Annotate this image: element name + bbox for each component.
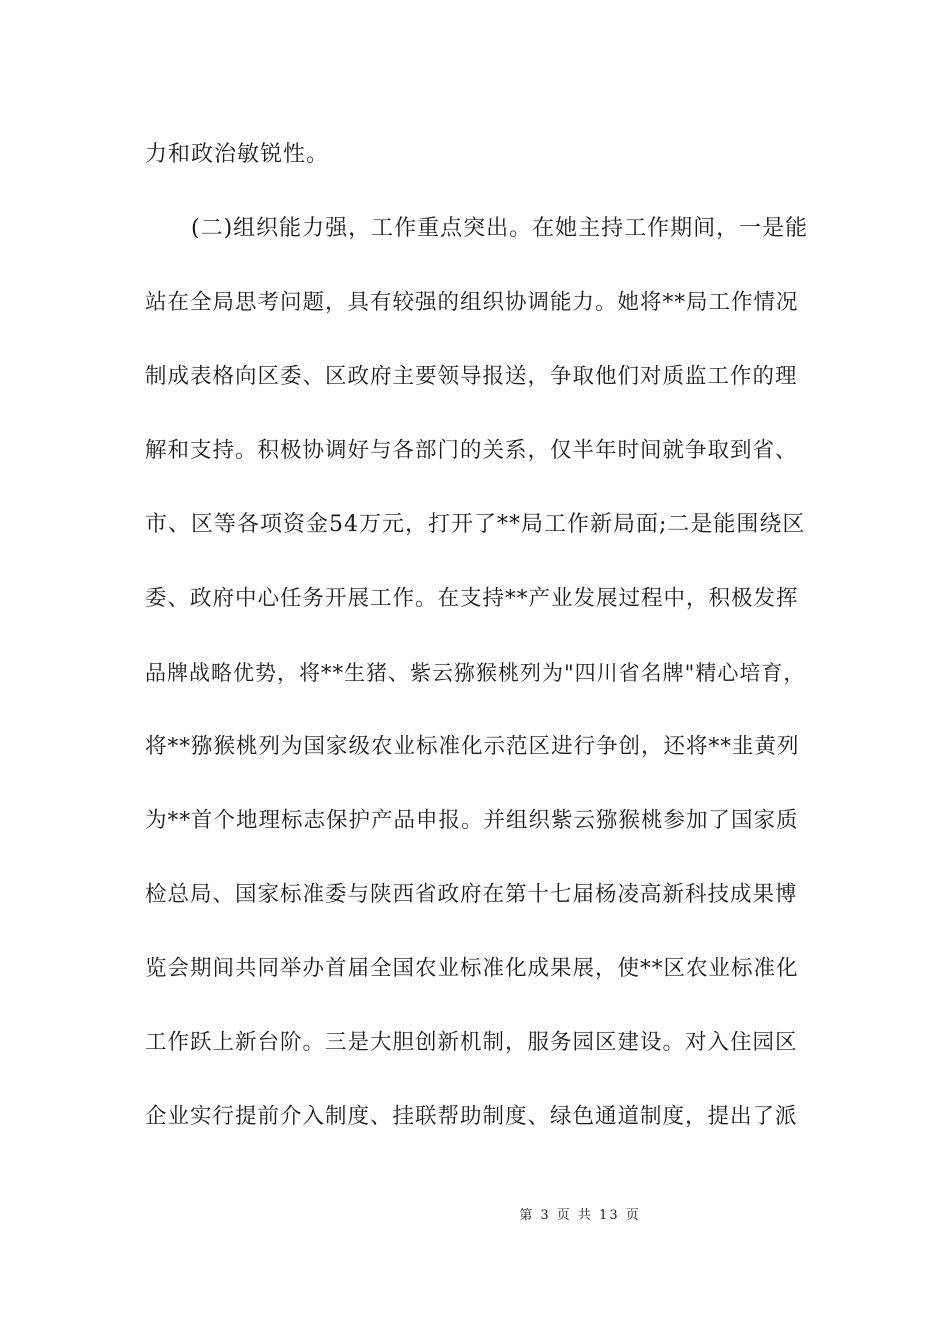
body-line-8: 品牌战略优势，将**生猪、紫云猕猴桃列为"四川省名牌"精心培育， <box>145 661 806 685</box>
body-line-5: 解和支持。积极协调好与各部门的关系，仅半年时间就争取到省、 <box>145 438 798 463</box>
body-line-9: 将**猕猴桃列为国家级农业标准化示范区进行争创，还将**韭黄列 <box>145 734 800 759</box>
body-line-12: 览会期间共同举办首届全国农业标准化成果展，使**区农业标准化 <box>145 956 799 981</box>
body-line-1: 力和政治敏锐性。 <box>145 142 330 167</box>
body-line-11: 检总局、国家标准委与陕西省政府在第十七届杨凌高新科技成果博 <box>145 882 798 907</box>
body-line-13: 工作跃上新台阶。三是大胆创新机制，服务园区建设。对入住园区 <box>145 1030 798 1055</box>
body-line-6: 市、区等各项资金54万元，打开了**局工作新局面;二是能围绕区 <box>145 512 806 537</box>
page-number-footer: 第 3 页 共 13 页 <box>519 1208 641 1223</box>
body-line-3: 站在全局思考问题，具有较强的组织协调能力。她将**局工作情况 <box>145 290 799 315</box>
body-line-4: 制成表格向区委、区政府主要领导报送，争取他们对质监工作的理 <box>145 364 798 389</box>
body-line-14: 企业实行提前介入制度、挂联帮助制度、绿色通道制度，提出了派 <box>145 1104 798 1129</box>
body-line-2: (二)组织能力强，工作重点突出。在她主持工作期间，一是能 <box>145 216 809 241</box>
body-line-10: 为**首个地理标志保护产品申报。并组织紫云猕猴桃参加了国家质 <box>145 808 799 833</box>
body-line-7: 委、政府中心任务开展工作。在支持**产业发展过程中，积极发挥 <box>145 586 799 611</box>
